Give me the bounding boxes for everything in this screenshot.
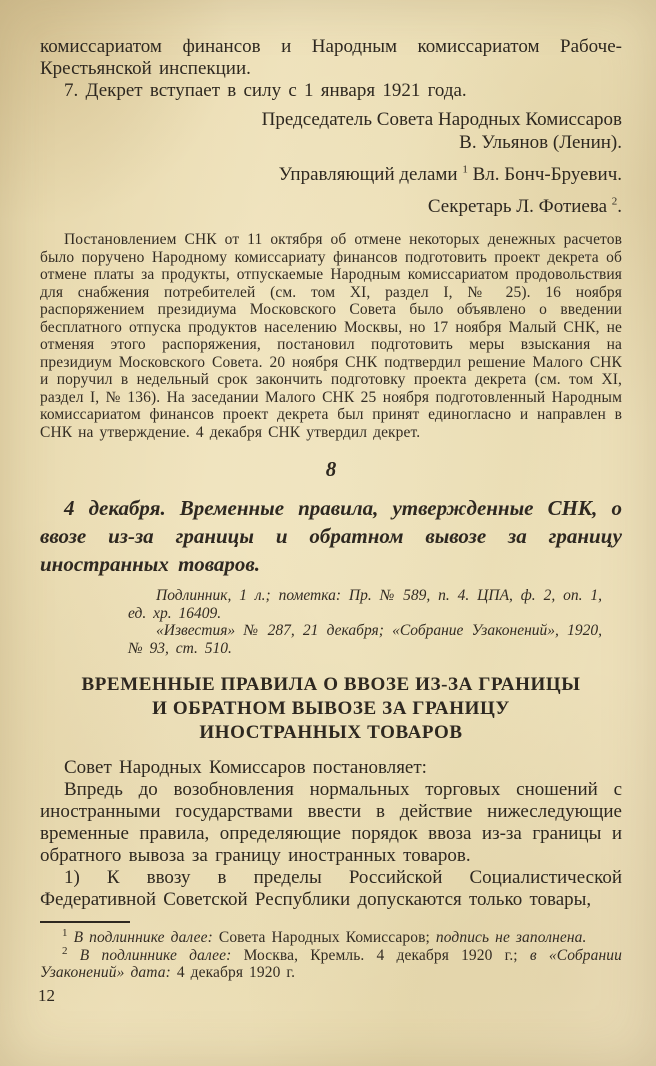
signature-manager-name: Вл. Бонч-Бруевич. <box>472 164 622 185</box>
footnote-2-seg1: В подлиннике далее: <box>79 946 232 964</box>
body-paragraph-2: Впредь до возобновления нормальных торговых сношений с иностранными государствами ввести в действие нижеследующие временные правила, определяющие порядок ввоза из-за границы и обратного вывоза за границу иностранных товаров. <box>40 779 622 866</box>
document-title-line-2: И ОБРАТНОМ ВЫВОЗЕ ЗА ГРАНИЦУ <box>152 698 510 719</box>
footnote-ref-2: 2 <box>611 195 618 208</box>
footnote-rule <box>40 921 130 923</box>
clause-7-paragraph: 7. Декрет вступает в силу с 1 января 1921 года. <box>64 80 467 101</box>
body-paragraph-3: 1) К ввозу в пределы Российской Социалистической Федеративной Советской Республики допускаются только товары, <box>40 867 622 910</box>
footnote-2-marker: 2 <box>62 944 68 957</box>
signature-block <box>40 108 622 218</box>
section-number: 8 <box>325 457 337 481</box>
footnote-1-marker: 1 <box>62 926 68 939</box>
footnote-2-seg3: в «Собрании Узаконений» дата: <box>40 946 622 981</box>
footnote-1-seg3: подпись не заполнена. <box>435 929 587 946</box>
signature-chairman-title: Председатель Совета Народных Комиссаров <box>261 109 622 130</box>
editorial-note-paragraph: Постановлением СНК от 11 октября об отмене некоторых денежных расчетов было поручено Народному комиссариату финансов подготовить проект декрета об отмене платы за продукты, отпускаемые Народным комиссариатом продовольствия для снабжения потребителей (см. том XI, раздел I, № 25). 16 ноября распоряжением президиума Московского Совета было объявлено о введении бесплатного отпуска продуктов населению Москвы, но 17 ноября Малый СНК, не отменяя этого распоряжения, постановил подготовить меры взыскания на президиум Московского Совета. 20 ноября СНК подтвердил решение Малого СНК и поручил в недельный срок закончить подготовку проекта декрета (см. том XI, раздел I, № 136). На заседании Малого СНК 25 ноября подготовленный Народным комиссариатом финансов проект декрета был принят единогласно и направлен в СНК на утверждение. 4 декабря СНК утвердил декрет. <box>40 231 622 441</box>
signature-chairman-name: В. Ульянов (Ленин). <box>459 132 622 153</box>
footnote-2-seg2: Москва, Кремль. 4 декабря 1920 г.; <box>243 946 518 964</box>
page-number: 12 <box>38 986 55 1005</box>
footnote-2 <box>40 944 622 982</box>
signature-secretary <box>40 195 622 218</box>
footnote-ref-1: 1 <box>462 163 468 176</box>
footnote-1-seg2: Совета Народных Комиссаров; <box>218 929 430 946</box>
signature-manager <box>40 163 622 186</box>
signature-secretary-line: Секретарь Л. Фотиева <box>427 196 607 217</box>
footnote-2-seg4: 4 декабря 1920 г. <box>176 964 296 981</box>
decree-continuation-paragraph: комиссариатом финансов и Народным комиссариатом Рабоче-Крестьянской инспекции. <box>40 36 622 79</box>
document-body <box>40 757 622 911</box>
document-title <box>40 673 622 745</box>
section-heading: 4 декабря. Временные правила, утвержденные СНК, о ввозе из-за границы и обратном вывозе за границу иностранных товаров. <box>40 496 622 576</box>
provenance-block <box>128 587 602 657</box>
page-content <box>40 36 622 982</box>
provenance-line-2: «Известия» № 287, 21 декабря; «Собрание Узаконений», 1920, № 93, ст. 510. <box>128 622 602 657</box>
signature-secretary-period: . <box>617 196 622 217</box>
provenance-line-1: Подлинник, 1 л.; пометка: Пр. № 589, п. 4. ЦПА, ф. 2, оп. 1, ед. хр. 16409. <box>128 587 602 622</box>
document-title-line-1: ВРЕМЕННЫЕ ПРАВИЛА О ВВОЗЕ ИЗ-ЗА ГРАНИЦЫ <box>81 674 581 695</box>
body-paragraph-1: Совет Народных Комиссаров постановляет: <box>64 757 427 778</box>
signature-manager-title: Управляющий делами <box>278 164 458 185</box>
footnote-1 <box>40 926 622 947</box>
footnote-1-seg1: В подлиннике далее: <box>73 929 213 946</box>
document-title-line-3: ИНОСТРАННЫХ ТОВАРОВ <box>199 722 463 743</box>
footnote-section <box>40 926 622 982</box>
